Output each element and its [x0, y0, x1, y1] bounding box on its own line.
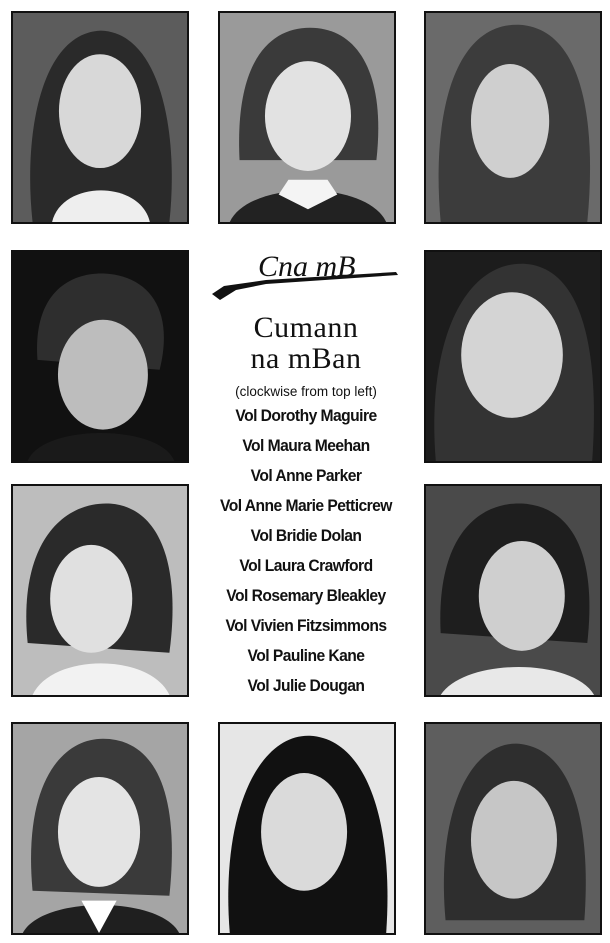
portrait-photo-4 [11, 250, 189, 463]
portrait-photo-7 [424, 484, 602, 697]
portrait-photo-2 [218, 11, 396, 224]
volunteer-name: Vol Anne Parker [250, 466, 362, 485]
volunteer-name: Vol Dorothy Maguire [235, 406, 377, 425]
rifle-logo [206, 236, 406, 306]
portrait-photo-8 [11, 722, 189, 935]
portrait-photo-3 [424, 11, 602, 224]
volunteer-name: Vol Julie Dougan [247, 676, 365, 695]
volunteer-name: Vol Laura Crawford [239, 556, 373, 575]
caption-subtitle: (clockwise from top left) [235, 384, 377, 399]
portrait-photo-9 [218, 722, 396, 935]
portrait-photo-6 [11, 484, 189, 697]
logo-lettering: Cna mB [258, 250, 356, 283]
volunteer-name: Vol Anne Marie Petticrew [220, 496, 392, 515]
volunteer-name: Vol Rosemary Bleakley [226, 586, 386, 605]
heading-line-2: na mBan [250, 342, 362, 375]
portrait-photo-10 [424, 722, 602, 935]
volunteer-name: Vol Bridie Dolan [250, 526, 362, 545]
portrait-photo-5 [424, 250, 602, 463]
memorial-text-panel [200, 236, 412, 716]
volunteer-name: Vol Vivien Fitzsimmons [225, 616, 387, 635]
volunteer-name: Vol Maura Meehan [242, 436, 370, 455]
heading-line-1: Cumann [253, 311, 359, 344]
portrait-photo-1 [11, 11, 189, 224]
volunteer-name: Vol Pauline Kane [247, 646, 365, 665]
